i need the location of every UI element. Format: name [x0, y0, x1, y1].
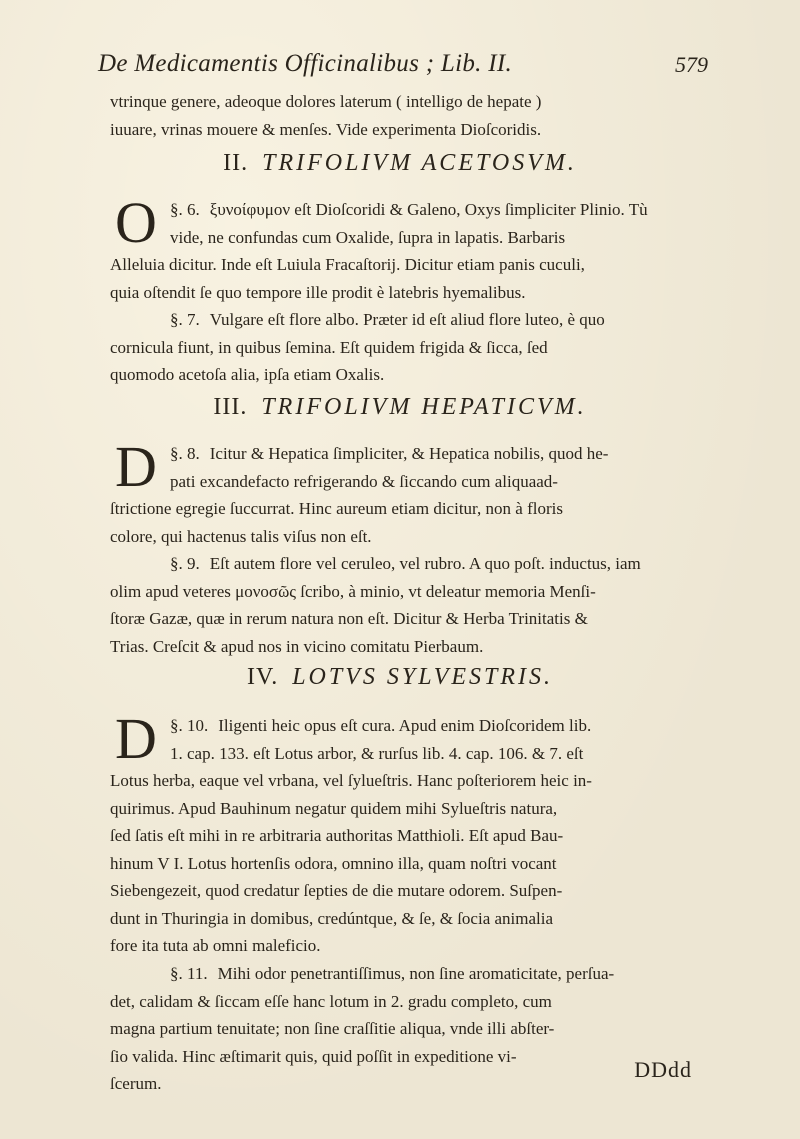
- text-line: magna partium tenuitate; non ſine craſſitie aliqua, vnde illi abſter-: [110, 1019, 555, 1038]
- page-header: [98, 50, 708, 84]
- section-title: TRIFOLIVM ACETOSVM.: [262, 150, 577, 176]
- page-number: 579: [675, 52, 708, 77]
- running-title: De Medicamentis Officinalibus ; Lib. II.: [98, 50, 513, 77]
- section-number: IV.: [246, 664, 279, 690]
- paragraph-marker: §. 7.: [170, 310, 200, 329]
- section-heading-trifolium-hepaticum: [0, 394, 800, 421]
- paragraph-11: [110, 960, 722, 1098]
- text-line: Lotus herba, eaque vel vrbana, vel ſylueſtris. Hanc poſteriorem heic in-: [110, 771, 592, 790]
- text-line: ſed ſatis eſt mihi in re arbitraria authoritas Matthioli. Eſt apud Bau-: [110, 826, 564, 845]
- paragraph-marker: §. 9.: [170, 554, 200, 573]
- text-line: olim apud veteres μονοσῶς ſcribo, à minio, vt deleatur memoria Menſi-: [110, 581, 596, 601]
- section-title: TRIFOLIVM HEPATICVM.: [261, 394, 587, 420]
- text-line: Alleluia dicitur. Inde eſt Luiula Fracaſtorij. Dicitur etiam panis cuculi,: [110, 255, 585, 274]
- text-line: colore, qui hactenus talis viſus non eſt.: [110, 526, 372, 546]
- text-line: Vulgare eſt flore albo. Præter id eſt aliud flore luteo, è quo: [209, 310, 605, 329]
- text-line: Icitur & Hepatica ſimpliciter, & Hepatica nobilis, quod he-: [209, 444, 609, 463]
- text-line: ξυνοίφυμον eſt Dioſcoridi & Galeno, Oxys ſimpliciter Plinio. Tù: [209, 200, 648, 219]
- text-line: Siebengezeit, quod credatur ſepties de die mutare odorem. Suſpen-: [110, 881, 563, 900]
- drop-capital: O: [115, 190, 157, 255]
- paragraph-marker: §. 6.: [170, 200, 200, 219]
- text-line: pati excandefacto refrigerando & ſiccando cum aliquaad-: [170, 471, 558, 491]
- text-line: quomodo acetoſa alia, ipſa etiam Oxalis.: [110, 365, 385, 384]
- paragraph-7: [110, 306, 722, 389]
- text-line: vide, ne confundas cum Oxalide, ſupra in lapatis. Barbaris: [170, 227, 566, 247]
- paragraph-marker: §. 10.: [170, 716, 209, 735]
- text-line: dunt in Thuringia in domibus, credúntque, & ſe, & ſocia animalia: [110, 908, 554, 928]
- paragraph-marker: §. 8.: [170, 444, 200, 463]
- drop-capital: D: [115, 706, 157, 771]
- text-line: ſio valida. Hinc æſtimarit quis, quid poſſit in expeditione vi-: [110, 1046, 517, 1066]
- text-line: ſcerum.: [110, 1074, 162, 1093]
- text-line: vtrinque genere, adeoque dolores laterum ( intelligo de hepate ): [110, 92, 542, 111]
- section-number: II.: [223, 150, 249, 176]
- text-line: iuuare, vrinas mouere & menſes. Vide experimenta Dioſcoridis.: [110, 119, 542, 139]
- paragraph-10: [110, 706, 722, 960]
- section-heading-trifolium-acetosum: [0, 150, 800, 177]
- text-line: Mihi odor penetrantiſſimus, non ſine aromaticitate, perſua-: [217, 964, 615, 983]
- text-line: Iligenti heic opus eſt cura. Apud enim Dioſcoridem lib.: [218, 716, 592, 735]
- text-line: hinum V I. Lotus hortenſis odora, omnino illa, quam noſtri vocant: [110, 853, 557, 873]
- text-line: cornicula fiunt, in quibus ſemina. Eſt quidem frigida & ſicca, ſed: [110, 337, 548, 357]
- text-line: quirimus. Apud Bauhinum negatur quidem mihi Sylueſtris natura,: [110, 798, 558, 818]
- text-line: ſtoræ Gazæ, quæ in rerum natura non eſt. Dicitur & Herba Trinitatis &: [110, 609, 588, 628]
- catchword: DDdd: [634, 1057, 692, 1082]
- text-line: 1. cap. 133. eſt Lotus arbor, & rurſus lib. 4. cap. 106. & 7. eſt: [170, 743, 584, 763]
- paragraph-9: [110, 550, 722, 660]
- text-line: Eſt autem flore vel ceruleo, vel rubro. A quo poſt. inductus, iam: [209, 554, 641, 573]
- text-line: det, calidam & ſiccam eſſe hanc lotum in 2. gradu completo, cum: [110, 991, 552, 1011]
- section-heading-lotus-sylvestris: [0, 664, 800, 691]
- text-line: quia oſtendit ſe quo tempore ille prodit è latebris hyemalibus.: [110, 282, 526, 302]
- paragraph-8: [110, 434, 722, 550]
- paragraph-6: [110, 190, 722, 306]
- section-title: LOTVS SYLVESTRIS.: [292, 664, 554, 690]
- drop-capital: D: [115, 434, 157, 499]
- section-number: III.: [213, 394, 248, 420]
- text-line: ſtrictione egregie ſuccurrat. Hinc aureum etiam dicitur, non à floris: [110, 499, 563, 518]
- paragraph-marker: §. 11.: [170, 964, 208, 983]
- text-line: fore ita tuta ab omni maleficio.: [110, 936, 321, 955]
- intro-text: [110, 88, 722, 143]
- text-line: Trias. Creſcit & apud nos in vicino comitatu Pierbaum.: [110, 636, 484, 656]
